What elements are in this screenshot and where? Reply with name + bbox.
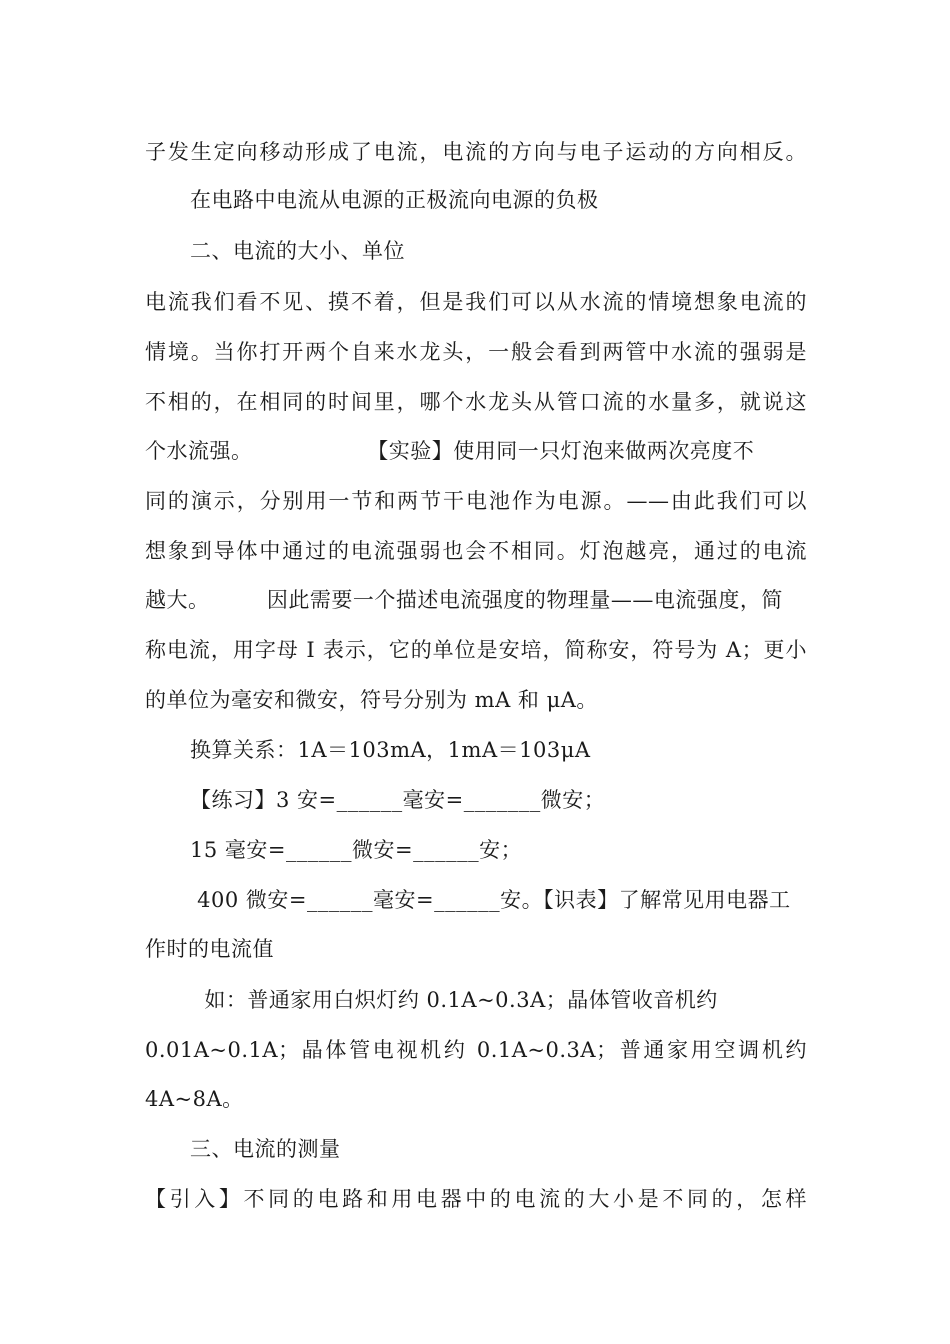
paragraph-line: 在电路中电流从电源的正极流向电源的负极	[190, 188, 599, 212]
paragraph-line: 如：普通家用白炽灯约 0.1A~0.3A；晶体管收音机约	[190, 988, 718, 1012]
paragraph-line: 电流我们看不见、摸不着，但是我们可以从水流的情境想象电流的	[145, 290, 807, 314]
section-heading: 三、电流的测量	[190, 1137, 341, 1161]
paragraph-line: 4A~8A。	[145, 1087, 244, 1111]
paragraph-line: 不相的，在相同的时间里，哪个水龙头从管口流的水量多，就说这	[145, 390, 807, 414]
paragraph-line: 【引入】不同的电路和用电器中的电流的大小是不同的，怎样	[145, 1187, 807, 1211]
paragraph-line: 越大。 因此需要一个描述电流强度的物理量——电流强度，简	[145, 588, 783, 612]
paragraph-line: 作时的电流值	[145, 937, 274, 961]
paragraph-line: 个水流强。 【实验】使用同一只灯泡来做两次亮度不	[145, 439, 755, 463]
paragraph-line: 0.01A~0.1A；晶体管电视机约 0.1A~0.3A；普通家用空调机约	[145, 1038, 807, 1062]
paragraph-line: 想象到导体中通过的电流强弱也会不相同。灯泡越亮，通过的电流	[145, 539, 807, 563]
paragraph-line: 同的演示，分别用一节和两节干电池作为电源。——由此我们可以	[145, 489, 807, 513]
paragraph-line: 称电流，用字母 I 表示，它的单位是安培，简称安，符号为 A；更小	[145, 638, 807, 662]
paragraph-line: 子发生定向移动形成了电流，电流的方向与电子运动的方向相反。	[145, 140, 807, 164]
formula-line: 换算关系：1A＝103mA，1mA＝103μA	[190, 738, 591, 762]
exercise-line: 400 微安=______毫安=______安。【识表】了解常见用电器工	[190, 888, 791, 912]
paragraph-line: 情境。当你打开两个自来水龙头，一般会看到两管中水流的强弱是	[145, 340, 807, 364]
exercise-line: 15 毫安=______微安=______安；	[190, 838, 523, 862]
exercise-line: 【练习】3 安=______毫安=_______微安；	[190, 788, 606, 812]
paragraph-line: 的单位为毫安和微安，符号分别为 mA 和 μA。	[145, 688, 598, 712]
section-heading: 二、电流的大小、单位	[190, 239, 405, 263]
